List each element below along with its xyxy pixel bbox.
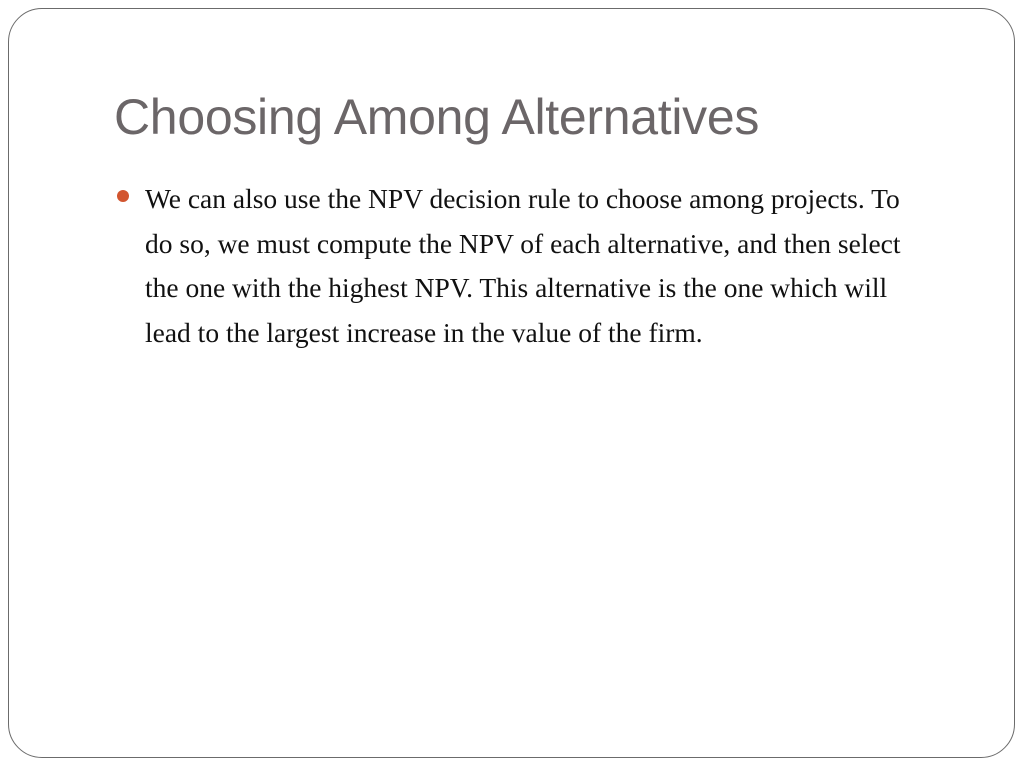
- bullet-text: We can also use the NPV decision rule to choose among projects. To do so, we must compute the NPV of each alternative, and then select the one with the highest NPV. This alternative is the one which will lead to the largest increase in the value of the firm.: [145, 183, 901, 348]
- slide-frame: [8, 8, 1015, 758]
- bullet-list: [117, 177, 917, 355]
- slide-title: Choosing Among Alternatives: [114, 89, 760, 145]
- bullet-dot-icon: [117, 190, 129, 202]
- bullet-item: [117, 177, 917, 355]
